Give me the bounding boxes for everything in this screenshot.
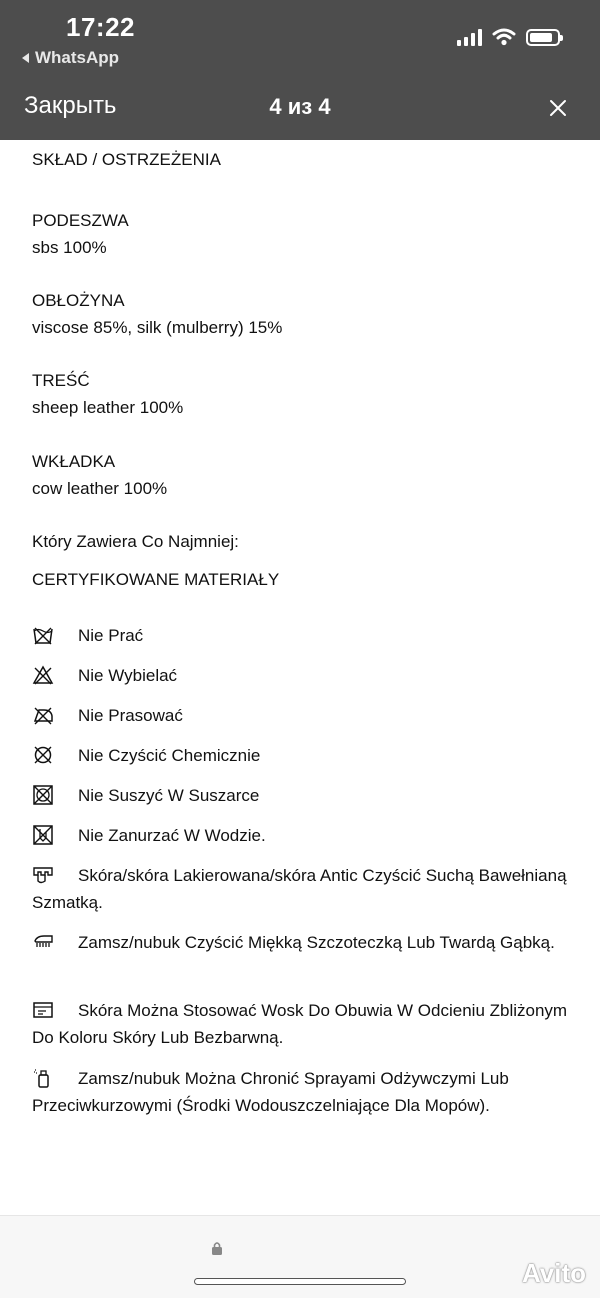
section-label: TREŚĆ: [32, 371, 90, 390]
close-button[interactable]: Закрыть: [24, 92, 117, 119]
no-tumble-dry-icon: [32, 785, 54, 805]
status-time: 17:22: [66, 12, 135, 42]
home-indicator[interactable]: [194, 1278, 406, 1285]
no-iron-icon: [32, 705, 54, 725]
care-text: Nie Wybielać: [78, 666, 178, 685]
no-wash-icon: [32, 625, 54, 645]
no-bleach-icon: [32, 665, 54, 685]
spray-icon: [32, 1068, 54, 1088]
care-item: [32, 822, 572, 849]
status-icons: [457, 28, 560, 46]
cloth-wipe-icon: [32, 865, 54, 885]
care-item: [32, 997, 572, 1051]
care-item: [32, 1065, 572, 1119]
composition-title: SKŁAD / OSTRZEŻENIA: [32, 150, 221, 169]
wax-icon: [32, 1000, 54, 1020]
care-text: Skóra Można Stosować Wosk Do Obuwia W Odcieniu Zbliżonym Do Koloru Skóry Lub Bezbarwną.: [32, 1001, 568, 1047]
care-text: Skóra/skóra Lakierowana/skóra Antic Czyścić Suchą Bawełnianą Szmatką.: [32, 866, 567, 912]
contains-note: Który Zawiera Co Najmniej:: [32, 532, 239, 551]
back-arrow-icon: [22, 53, 29, 63]
battery-icon: [526, 29, 560, 46]
care-item: [32, 862, 572, 916]
care-item: [32, 782, 572, 809]
page-counter: 4 из 4: [269, 94, 331, 119]
section-value: cow leather 100%: [32, 479, 168, 498]
care-text: Zamsz/nubuk Można Chronić Sprayami Odżywczymi Lub Przeciwkurzowymi (Środki Wodouszczelniające Dla Mopów).: [32, 1069, 509, 1115]
care-text: Nie Zanurzać W Wodzie.: [78, 826, 266, 845]
care-text: Nie Prasować: [78, 706, 183, 725]
section-value: sbs 100%: [32, 238, 107, 257]
bottom-bar: [0, 1215, 600, 1298]
care-item: [32, 929, 572, 956]
care-text: Zamsz/nubuk Czyścić Miękką Szczoteczką Lub Twardą Gąbką.: [78, 933, 555, 952]
care-item: [32, 622, 572, 649]
care-text: Nie Prać: [78, 626, 144, 645]
back-app-label: WhatsApp: [35, 48, 120, 67]
certified-materials: CERTYFIKOWANE MATERIAŁY: [32, 570, 280, 589]
back-to-app-link[interactable]: [22, 48, 119, 68]
care-text: Nie Suszyć W Suszarce: [78, 786, 260, 805]
section-value: sheep leather 100%: [32, 398, 184, 417]
section-label: OBŁOŻYNA: [32, 291, 125, 310]
section-value: viscose 85%, silk (mulberry) 15%: [32, 318, 283, 337]
care-text: Nie Czyścić Chemicznie: [78, 746, 261, 765]
care-item: [32, 702, 572, 729]
no-dry-clean-icon: [32, 745, 54, 765]
brush-icon: [32, 932, 54, 952]
care-item: [32, 742, 572, 769]
close-icon[interactable]: [546, 96, 570, 120]
cellular-signal-icon: [457, 28, 482, 46]
section-label: WKŁADKA: [32, 452, 116, 471]
no-immerse-icon: [32, 825, 54, 845]
watermark-logo: Avito: [521, 1258, 586, 1288]
lock-icon: [211, 1241, 223, 1255]
section-label: PODESZWA: [32, 211, 129, 230]
wifi-icon: [492, 28, 516, 46]
top-bar: [0, 0, 600, 140]
care-item: [32, 662, 572, 689]
